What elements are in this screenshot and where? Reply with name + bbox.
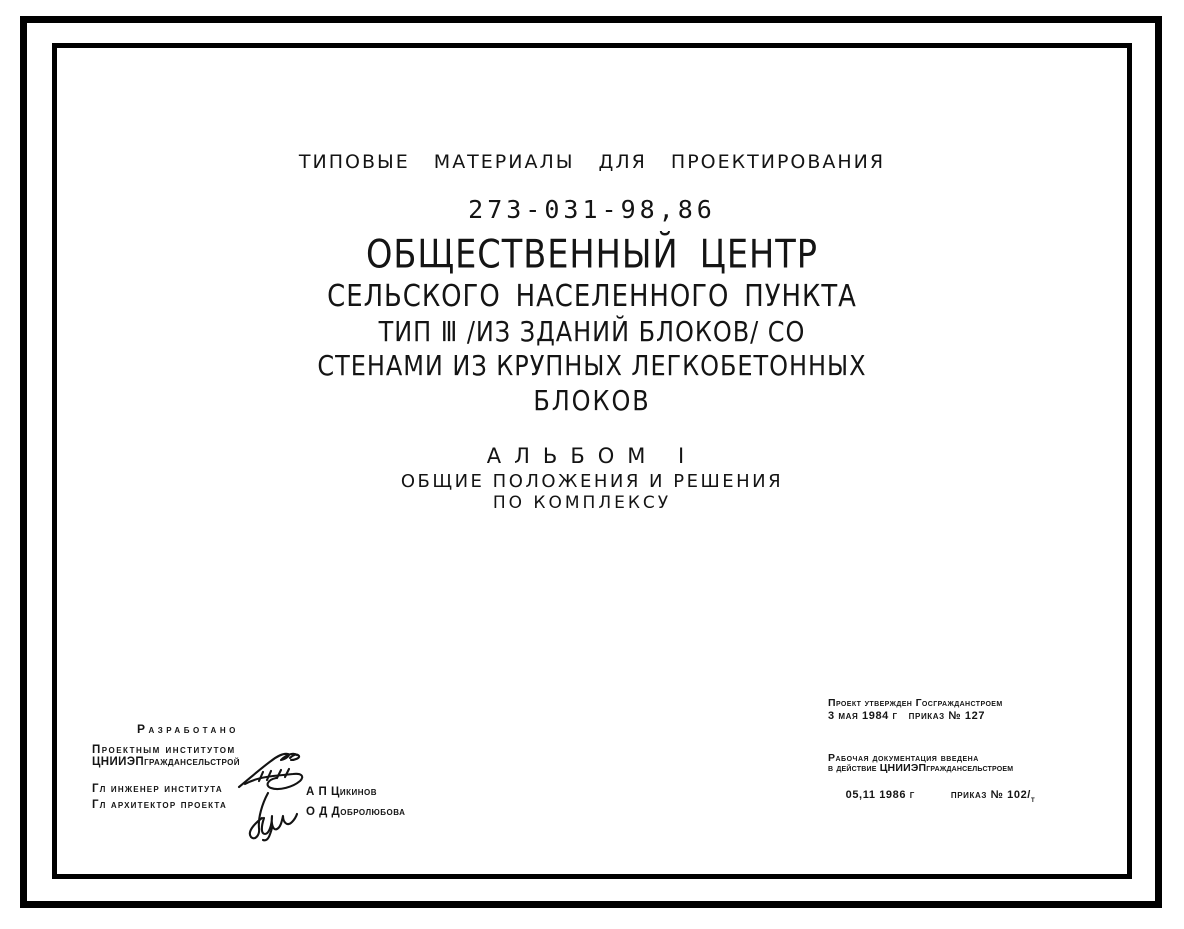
chief-engineer-role-label: Гл инженер института xyxy=(92,783,223,795)
main-title-line-3: ТИП Ⅲ /ИЗ ЗДАНИЙ БЛОКОВ/ СО xyxy=(378,315,806,348)
working-docs-line-1: Рабочая документация введена xyxy=(828,752,979,764)
working-docs-order xyxy=(950,789,1035,804)
developed-org-line-1: Проектным институтом xyxy=(92,744,236,756)
developed-org-line-2: ЦНИИЭПграждансельстрой xyxy=(92,756,240,768)
developed-heading: Разработано xyxy=(137,722,239,736)
working-docs-order-number: приказ № 102/ xyxy=(950,789,1031,801)
album-heading: АЛЬБОМ Ⅰ xyxy=(486,444,698,468)
chief-architect-role-label: Гл архитектор проекта xyxy=(92,799,227,811)
main-title-line-4: СТЕНАМИ ИЗ КРУПНЫХ ЛЕГКОБЕТОННЫХ xyxy=(317,349,867,382)
chief-architect-name: О Д Добролюбова xyxy=(306,806,406,818)
working-docs-order-suffix: т xyxy=(1030,795,1035,804)
chief-engineer-name: А П Цикинов xyxy=(306,786,378,798)
working-docs-line-3 xyxy=(831,777,1035,816)
album-subtitle-1: ОБЩИЕ ПОЛОЖЕНИЯ И РЕШЕНИЯ xyxy=(400,471,784,492)
main-title-line-1: ОБЩЕСТВЕННЫЙ ЦЕНТР xyxy=(365,233,818,278)
main-title-line-5: БЛОКОВ xyxy=(533,384,651,417)
working-docs-date: 05,11 1986 г xyxy=(845,789,915,801)
document-type-header: ТИПОВЫЕ МАТЕРИАЛЫ ДЛЯ ПРОЕКТИРОВАНИЯ xyxy=(298,151,886,173)
approval-line-2: 3 мая 1984 г приказ № 127 xyxy=(828,710,986,722)
main-title-line-2: СЕЛЬСКОГО НАСЕЛЕННОГО ПУНКТА xyxy=(327,279,857,314)
working-docs-line-2: в действие ЦНИИЭПграждансельстроем xyxy=(828,762,1014,774)
approval-line-1: Проект утвержден Госгражданстроем xyxy=(828,697,1003,709)
album-subtitle-2: ПО КОМПЛЕКСУ xyxy=(492,493,672,513)
series-number: 273-031-98,86 xyxy=(468,195,716,224)
chief-architect-signature-icon xyxy=(247,789,303,843)
